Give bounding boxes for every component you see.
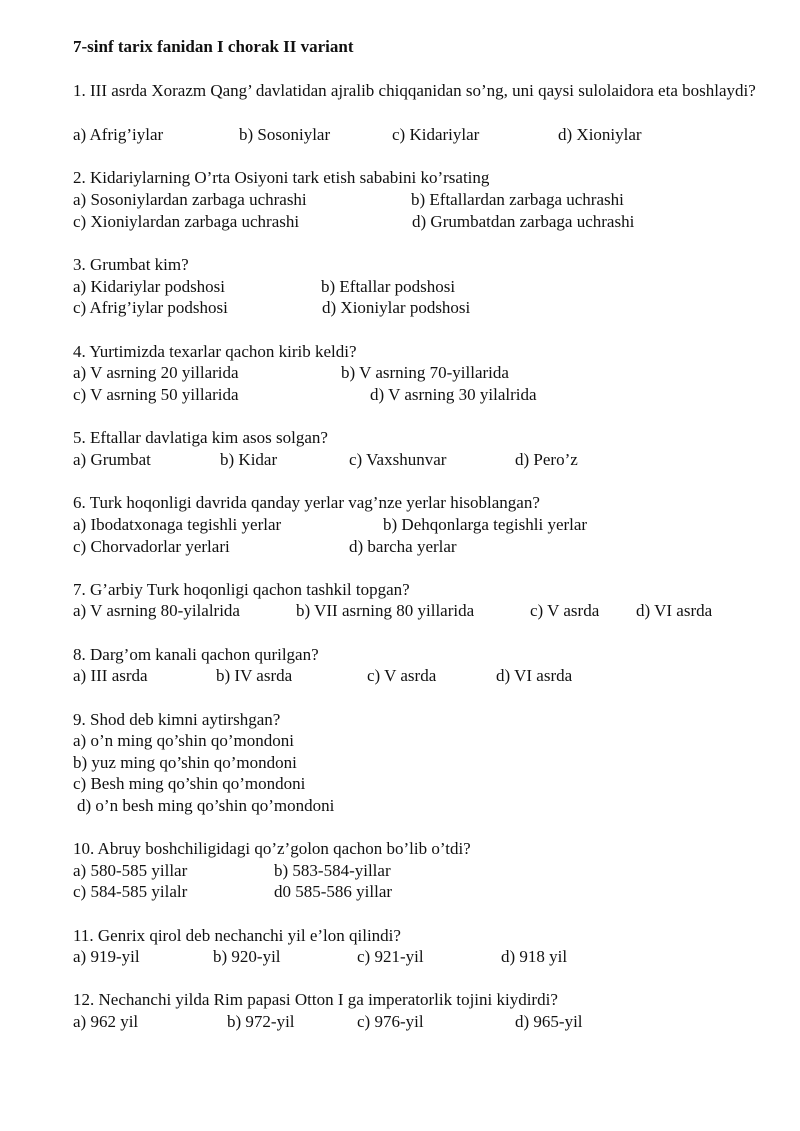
option-c: c) 921-yil (357, 947, 424, 966)
question-text: 9. Shod deb kimni aytirshgan? (73, 710, 281, 729)
option-d: d) Grumbatdan zarbaga uchrashi (412, 212, 635, 231)
option-c: c) Xioniylardan zarbaga uchrashi (73, 212, 300, 231)
option-d: d) Xioniylar (558, 125, 642, 144)
question-text: 7. G’arbiy Turk hoqonligi qachon tashkil topgan? (73, 580, 410, 599)
question-text: 5. Eftallar davlatiga kim asos solgan? (73, 428, 328, 447)
option-c: c) Chorvadorlar yerlari (73, 537, 230, 556)
option-b: b) IV asrda (216, 666, 293, 685)
question-text: 1. III asrda Xorazm Qang’ davlatidan ajralib chiqqanidan so’ng, uni qaysi sulolaidora eta boshlaydi? (73, 81, 756, 100)
question-text: 6. Turk hoqonligi davrida qanday yerlar vag’nze yerlar hisoblangan? (73, 493, 540, 512)
option-a: a) o’n ming qo’shin qo’mondoni (73, 731, 294, 750)
option-c: c) V asrda (530, 601, 600, 620)
option-c: c) Besh ming qo’shin qo’mondoni (73, 774, 306, 793)
option-b: b) Sosoniylar (239, 125, 331, 144)
option-a: a) 962 yil (73, 1012, 139, 1031)
option-c: c) 976-yil (357, 1012, 424, 1031)
option-c: c) V asrda (367, 666, 437, 685)
option-a: a) Afrig’iylar (73, 125, 164, 144)
option-d: d) o’n besh ming qo’shin qo’mondoni (77, 796, 335, 815)
option-b: b) 972-yil (227, 1012, 295, 1031)
option-d: d) barcha yerlar (349, 537, 457, 556)
option-c: c) Afrig’iylar podshosi (73, 298, 228, 317)
option-d: d) Pero’z (515, 450, 578, 469)
page-title: 7-sinf tarix fanidan I chorak II variant (73, 37, 354, 56)
option-c: c) Vaxshunvar (349, 450, 447, 469)
option-d: d) V asrning 30 yilalrida (370, 385, 537, 404)
option-a: a) Grumbat (73, 450, 151, 469)
option-a: a) III asrda (73, 666, 148, 685)
option-b: b) Dehqonlarga tegishli yerlar (383, 515, 588, 534)
option-a: a) 919-yil (73, 947, 140, 966)
question-text: 10. Abruy boshchiligidagi qo’z’golon qachon bo’lib o’tdi? (73, 839, 471, 858)
option-b: b) VII asrning 80 yillarida (296, 601, 475, 620)
option-d: d) Xioniylar podshosi (322, 298, 471, 317)
option-d: d) 918 yil (501, 947, 568, 966)
option-b: b) V asrning 70-yillarida (341, 363, 509, 382)
option-c: c) 584-585 yilalr (73, 882, 188, 901)
question-text: 11. Genrix qirol deb nechanchi yil e’lon qilindi? (73, 926, 401, 945)
option-a: a) V asrning 20 yillarida (73, 363, 239, 382)
option-a: a) Ibodatxonaga tegishli yerlar (73, 515, 282, 534)
option-b: b) 920-yil (213, 947, 281, 966)
option-b: b) Eftallar podshosi (321, 277, 456, 296)
option-c: c) V asrning 50 yillarida (73, 385, 239, 404)
option-b: b) Kidar (220, 450, 278, 469)
option-b: b) yuz ming qo’shin qo’mondoni (73, 753, 297, 772)
option-c: c) Kidariylar (392, 125, 480, 144)
question-text: 12. Nechanchi yilda Rim papasi Otton I ga imperatorlik tojini kiydirdi? (73, 990, 558, 1009)
option-b: b) Eftallardan zarbaga uchrashi (411, 190, 624, 209)
option-b: b) 583-584-yillar (274, 861, 391, 880)
option-d: d) VI asrda (636, 601, 713, 620)
question-text: 4. Yurtimizda texarlar qachon kirib keldi? (73, 342, 357, 361)
option-a: a) Kidariylar podshosi (73, 277, 226, 296)
option-d: d) VI asrda (496, 666, 573, 685)
question-text: 8. Darg’om kanali qachon qurilgan? (73, 645, 319, 664)
option-a: a) V asrning 80-yilalrida (73, 601, 240, 620)
option-d: d0 585-586 yillar (274, 882, 393, 901)
option-a: a) 580-585 yillar (73, 861, 188, 880)
question-text: 2. Kidariylarning O’rta Osiyoni tark etish sababini ko’rsating (73, 168, 490, 187)
question-text: 3. Grumbat kim? (73, 255, 189, 274)
option-d: d) 965-yil (515, 1012, 583, 1031)
option-a: a) Sosoniylardan zarbaga uchrashi (73, 190, 307, 209)
